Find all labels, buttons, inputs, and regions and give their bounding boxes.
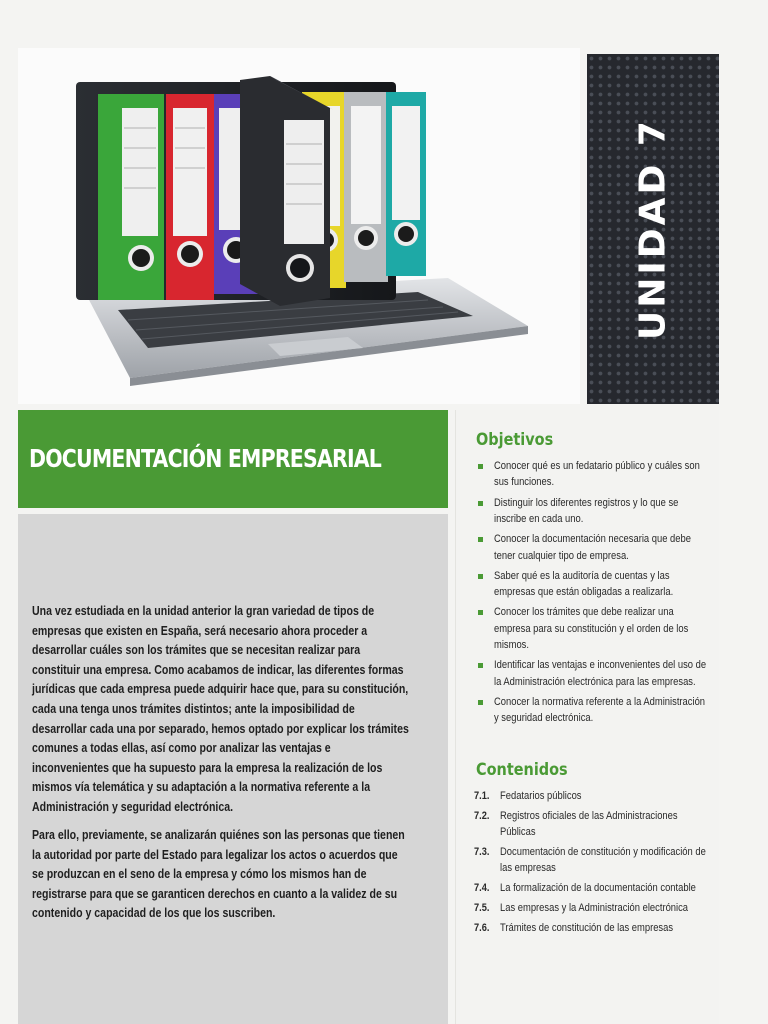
binders-laptop-image bbox=[18, 48, 580, 404]
bullet-icon bbox=[478, 501, 483, 506]
intro-paragraph-1: Una vez estudiada en la unidad anterior la gran variedad de tipos de empresas que existen en España, será necesario ahora proceder a desarrollar cuáles son los trámites que se necesitan realizar para constituir una empresa. Como acabamos de indicar, las diferentes formas jurídicas que cada empresa puede adquirir hace que, para su constitución, cada una tenga unos trámites distintos; ante la imposibilidad de desarrollar cada una por separado, hemos optado por explicar los trámites comunes a todas ellas, así como por analizar las ventajas e inconvenientes que ha supuesto para la empresa la realización de los mismos vía telemática y su adaptación a la normativa referente a la Administración y seguridad electrónica. bbox=[32, 604, 409, 814]
chapter-title-bar bbox=[18, 410, 448, 508]
unit-band bbox=[587, 54, 719, 404]
list-item: 7.1. Fedatarios públicos bbox=[474, 788, 714, 804]
bullet-icon bbox=[478, 464, 483, 469]
bullet-icon bbox=[478, 663, 483, 668]
item-number: 7.2. bbox=[474, 809, 490, 822]
list-item: 7.3. Documentación de constitución y modificación de las empresas bbox=[474, 846, 706, 875]
list-item: Conocer los trámites que debe realizar una empresa para su constitución y el orden de los mismos. bbox=[476, 604, 716, 653]
item-number: 7.6. bbox=[474, 921, 490, 934]
list-item: 7.2. Registros oficiales de las Administraciones Públicas bbox=[474, 809, 678, 839]
bullet-icon bbox=[478, 700, 483, 705]
list-item: Identificar las ventajas e inconvenientes del uso de la Administración electrónica para las empresas. bbox=[476, 657, 716, 690]
unit-label: UNIDAD 7 bbox=[632, 118, 674, 340]
contenidos-list bbox=[474, 788, 714, 940]
bullet-icon bbox=[478, 610, 483, 615]
sidebar-panel bbox=[455, 410, 719, 1024]
contenidos-heading: Contenidos bbox=[476, 760, 568, 780]
list-item: 7.5. Las empresas y la Administración electrónica bbox=[474, 900, 714, 916]
list-item: Conocer la normativa referente a la Administración y seguridad electrónica. bbox=[476, 694, 716, 727]
intro-paragraph-2: Para ello, previamente, se analizarán quiénes son las personas que tienen la autoridad por parte del Estado para legalizar los actos o acuerdos que se produzcan en el seno de la empresa y cómo los mismos han de registrarse para que se garanticen derechos en cuanto a la validez de su contenido y capacidad de los que los suscriben. bbox=[32, 828, 405, 921]
bullet-icon bbox=[478, 574, 483, 579]
item-number: 7.5. bbox=[474, 902, 490, 914]
objetivos-list bbox=[476, 458, 716, 731]
hero-illustration bbox=[18, 48, 580, 404]
list-item: Conocer la documentación necesaria que debe tener cualquier tipo de empresa. bbox=[476, 531, 716, 564]
item-number: 7.3. bbox=[474, 846, 490, 858]
list-item: 7.4. La formalización de la documentación contable bbox=[474, 880, 714, 896]
item-number: 7.4. bbox=[474, 882, 490, 895]
intro-panel bbox=[18, 514, 448, 1024]
list-item: Distinguir los diferentes registros y lo que se inscribe en cada uno. bbox=[476, 495, 716, 528]
list-item: Saber qué es la auditoría de cuentas y las empresas que están obligadas a realizarla. bbox=[476, 568, 716, 601]
item-number: 7.1. bbox=[474, 790, 490, 802]
bullet-icon bbox=[478, 537, 483, 542]
objetivos-heading: Objetivos bbox=[476, 430, 554, 450]
chapter-title: DOCUMENTACIÓN EMPRESARIAL bbox=[29, 444, 382, 473]
list-item: 7.6. Trámites de constitución de las empresas bbox=[474, 920, 714, 936]
list-item: Conocer qué es un fedatario público y cuáles son sus funciones. bbox=[476, 458, 716, 491]
